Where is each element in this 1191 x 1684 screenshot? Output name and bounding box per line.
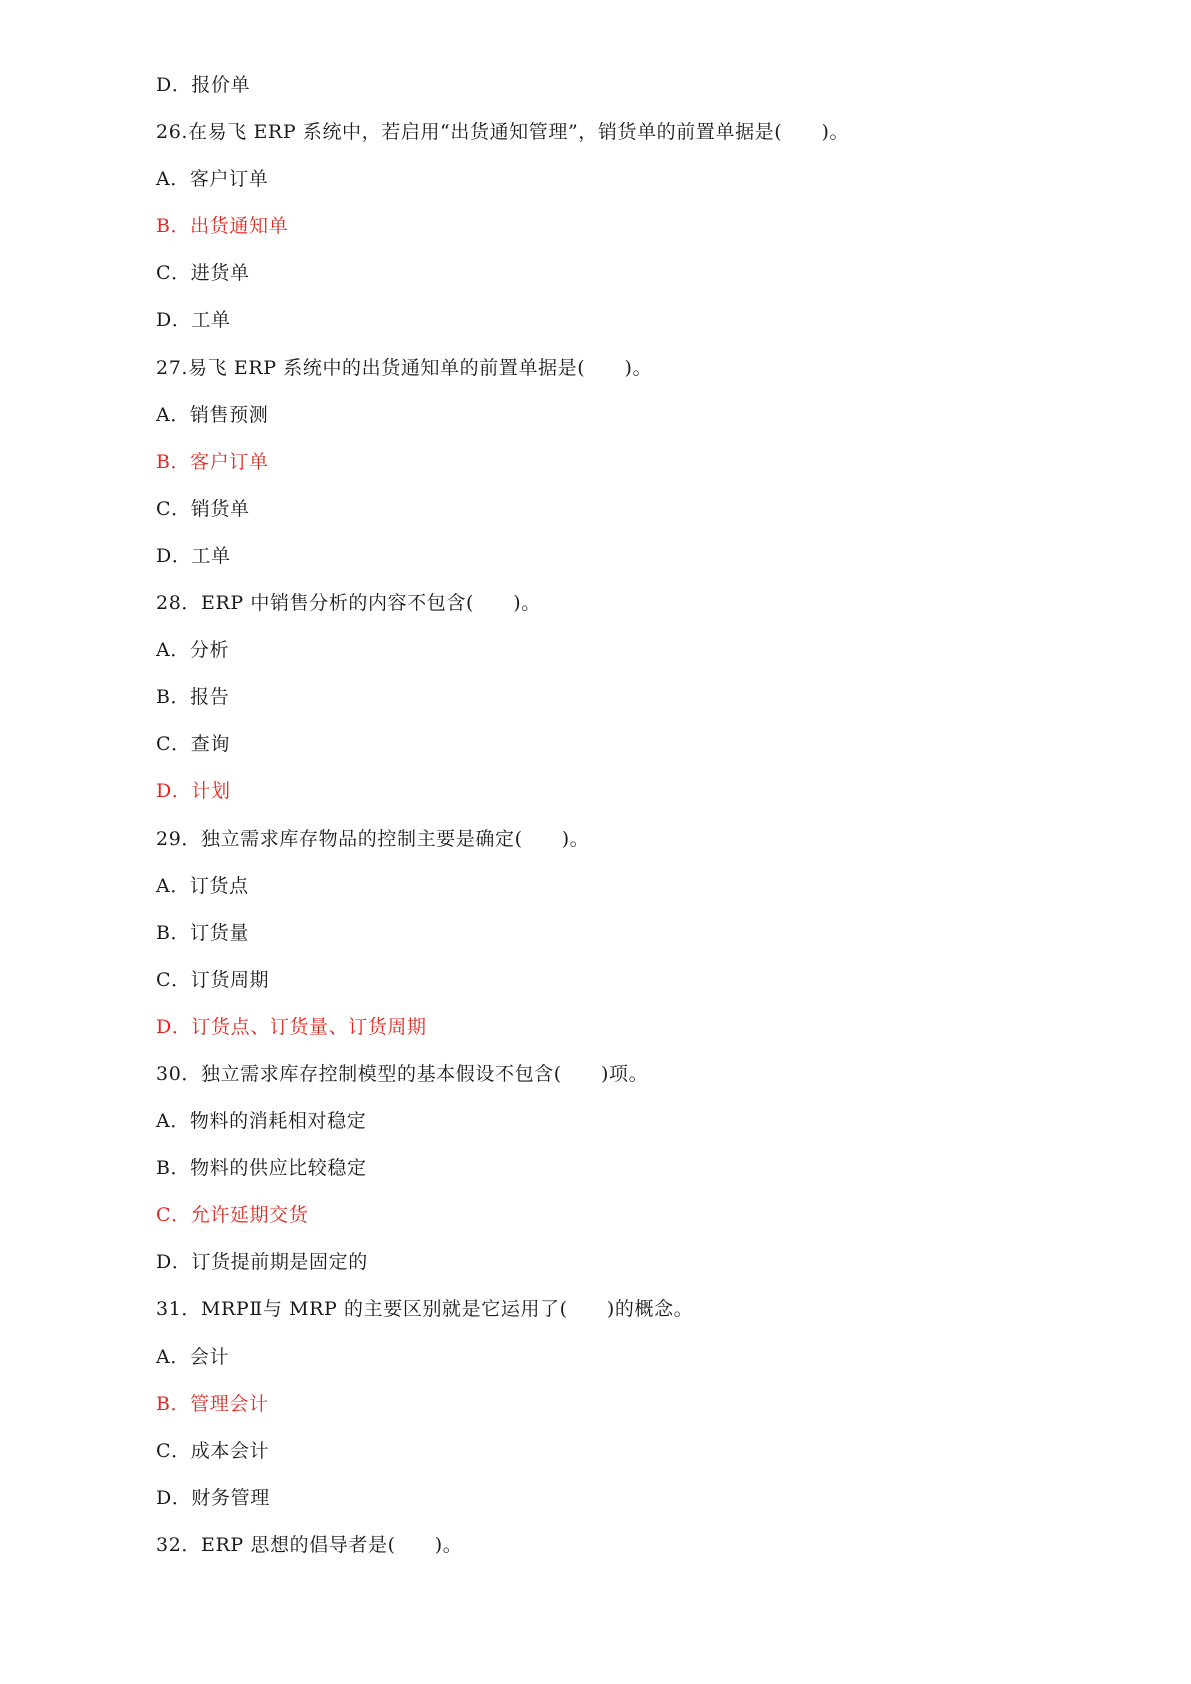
correct-option-line: C．允许延期交货	[156, 1204, 309, 1227]
question-29: 29．独立需求库存物品的控制主要是确定( )。	[156, 827, 590, 850]
option-line: A．客户订单	[156, 168, 269, 191]
option-line: C．成本会计	[156, 1439, 270, 1462]
option-line: A．物料的消耗相对稳定	[156, 1110, 367, 1133]
option-line: C．销货单	[156, 497, 250, 520]
option-line: C．订货周期	[156, 968, 270, 991]
question-28: 28．ERP 中销售分析的内容不包含( )。	[156, 592, 541, 615]
option-line: D．财务管理	[156, 1486, 270, 1509]
correct-option-line: D．订货点、订货量、订货周期	[156, 1015, 427, 1038]
option-line: A．分析	[156, 639, 230, 662]
question-27: 27.易飞 ERP 系统中的出货通知单的前置单据是( )。	[156, 356, 653, 379]
question-31: 31．MRPⅡ与 MRP 的主要区别就是它运用了( )的概念。	[156, 1298, 694, 1321]
option-line: D．报价单	[156, 74, 251, 96]
correct-option-line: B．管理会计	[156, 1392, 269, 1415]
option-line: D．订货提前期是固定的	[156, 1251, 368, 1274]
option-line: A．订货点	[156, 874, 249, 897]
question-32: 32．ERP 思想的倡导者是( )。	[156, 1533, 463, 1556]
option-line: A．销售预测	[156, 403, 269, 426]
question-30: 30．独立需求库存控制模型的基本假设不包含( )项。	[156, 1062, 649, 1085]
option-line: B．物料的供应比较稳定	[156, 1157, 367, 1180]
option-line: C．查询	[156, 733, 230, 756]
correct-option-line: B．出货通知单	[156, 215, 289, 238]
option-line: C．进货单	[156, 262, 250, 285]
option-line: D．工单	[156, 309, 231, 332]
option-line: D．工单	[156, 544, 231, 567]
correct-option-line: D．计划	[156, 780, 231, 803]
correct-option-line: B．客户订单	[156, 450, 269, 473]
option-line: A．会计	[156, 1345, 230, 1368]
option-line: B．报告	[156, 686, 230, 709]
option-line: B．订货量	[156, 921, 249, 944]
question-26: 26.在易飞 ERP 系统中，若启用“出货通知管理”，销货单的前置单据是( )。	[156, 121, 850, 144]
